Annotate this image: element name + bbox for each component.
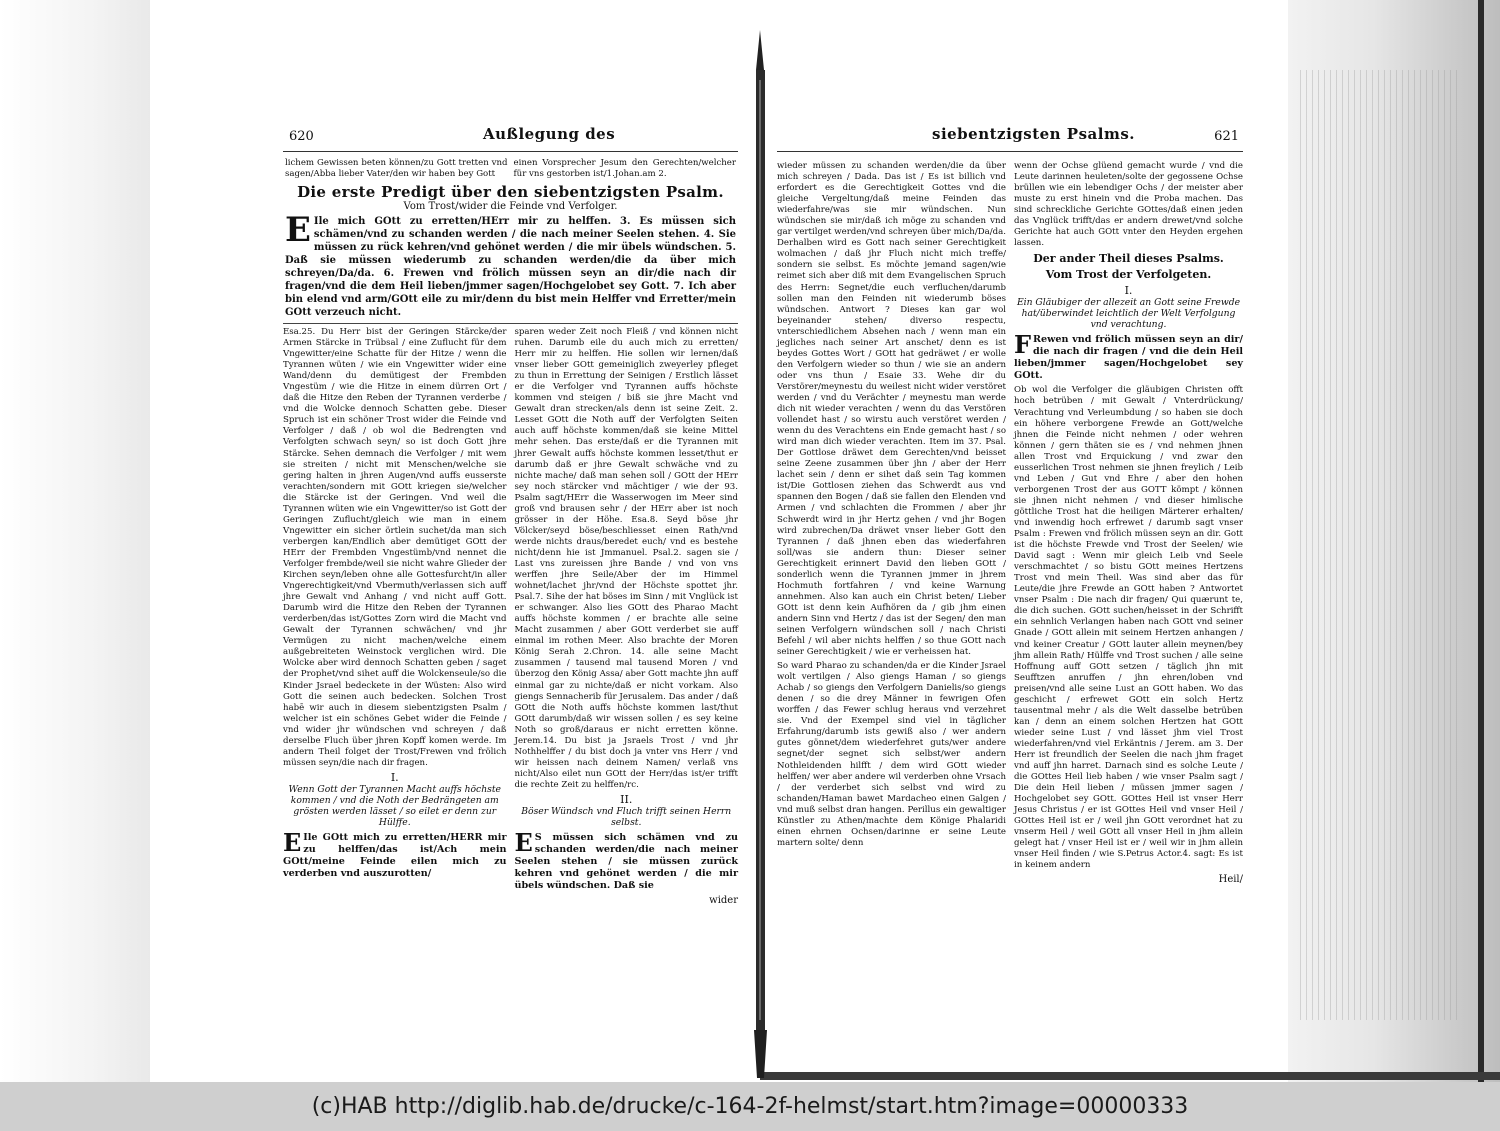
right-running-title: siebentzigsten Psalms. [932, 125, 1135, 143]
part-title: Der ander Theil dieses Psalms. [1033, 252, 1224, 266]
gutter-base [754, 1030, 767, 1078]
gutter-tip [756, 30, 764, 70]
right-col2-initial: F [1014, 330, 1032, 360]
left-col2-initial: E [514, 828, 533, 858]
left-col2-after-block [514, 828, 739, 892]
left-intro [285, 158, 736, 180]
credit-text: (c)HAB http://diglib.hab.de/drucke/c-164-2f-helmst/start.htm?image=00000333 [311, 1094, 1189, 1119]
right-page-number: 621 [1214, 129, 1239, 144]
left-catchword: wider [709, 895, 738, 907]
left-col2-body: sparen weder Zeit noch Fleiß / vnd können nicht ruhen. Darumb eile du auch mich zu erretten/ Herr mir zu helffen. Hie sollen wir lernen/daß vnser lieber GOtt gemeiniglich zweyerley pfleget zu thun in Errettung der Seinigen / Erstlich lässet er die Verfolger vnd Tyrannen auffs höchste kommen vnd steigen / biß sie jhre Macht vnd Gewalt dran strecken/als denn ist seine Zeit. 2. Lesset GOtt die Noth auff der Verfolgten Seiten auch auff höchste kommen/daß sie keine Mittel mehr sehen. Das erste/daß er die Tyrannen mit jhrer Gewalt auffs höchste kommen lesset/thut er darumb daß er jhre Gewalt schwäche vnd zu nichte mache/ daß man sehen soll / GOtt der HErr sey noch stärcker vnd mächtiger / wie der 93. Psalm sagt/HErr die Wasserwogen im Meer sind groß vnd brausen sehr / der HErr aber ist noch grösser in der Höhe. Esa.8. Seyd böse jhr Völcker/seyd böse/beschliesset einen Rath/vnd werde nichts draus/beredet euch/ vnd es bestehe nicht/denn hie ist Jmmanuel. Psal.2. sagen sie / Last vns zureissen jhre Bande / vnd von vns werffen jhre Seile/Aber der im Himmel wohnet/lachet jhr/vnd der Höchste spottet jhr. Psal.7. Sihe der hat böses im Sinn / mit Vnglück ist er schwanger. Also lies GOtt des Pharao Macht auffs höchste kommen / er brachte alle seine Macht zusammen / aber GOtt verderbet sie auff einmal im rothen Meer. Also brachte der Moren König Serah 2.Chron. 14. alle seine Macht zusammen / tausend mal tausend Moren / vnd überzog den König Assa/ aber Gott machte jhn auff einmal gar zu nichte/daß er nicht vorkam. Also giengs Sennacherib für Jerusalem. Das ander / daß GOtt die Noth auffs höchste kommen last/thut GOtt darumb/daß wir wissen sollen / es sey keine Noth so groß/daraus er nicht erretten könne. Jerem.14. Du bist ja Jsraels Trost / vnd jhr Nothhelffer / du bist doch ja vnter vns Herr / vnd wir heissen nach deinem Namen/ verlaß vns nicht/Also eilet nun GOtt der Herr/das ist/er trifft die rechte Zeit zu helffen/rc. [514, 327, 738, 790]
right-catchword: Heil/ [1218, 874, 1243, 886]
right-book-edge [1478, 0, 1484, 1082]
left-running-title: Außlegung des [483, 125, 616, 143]
right-columns [777, 158, 1243, 886]
psalm-initial: E [285, 210, 311, 250]
left-column-1 [283, 327, 507, 906]
right-col2-body: wenn der Ochse glüend gemacht wurde / vnd die Leute darinnen heuleten/solte der gegossene Ochse brüllen wie ein lebendiger Ochs / der meister aber muste zu erst hinein vnd die Proba machen. Das sind schreckliche Gerichte GOttes/daß einen jeden das Vnglück trifft/das er andern drewet/vnd solche Gerichte hat auch GOtt vnter den Heyden ergehen lassen. [1014, 161, 1243, 249]
left-col1-after-block [283, 827, 507, 880]
psalm-text-block [285, 210, 736, 319]
left-page [283, 125, 738, 935]
right-page [777, 125, 1243, 945]
psalm-text: Ile mich GOtt zu erretten/HErr mir zu helffen. 3. Es müssen sich schämen/vnd zu schanden werden / die nach meiner Seelen stehen. 4. Sie müssen zu rück kehren/vnd gehönet werden / die mir übels wündschen. 5. Daß sie müssen wiederumb zu schanden werden/die da über mich schreyen/Da/da. 6. Frewen vnd frölich müssen seyn an dir/die nach dir fragen/vnd die dem Heil lieben/jmmer sagen/Hochgelobet sey Gott. 7. Ich aber bin elend vnd arm/GOtt eile zu mir/denn du bist mein Helffer vnd Erretter/mein GOtt verzeuch nicht. [285, 216, 736, 318]
part-number: I. [1124, 284, 1133, 298]
credit-footer [0, 1082, 1500, 1131]
left-page-header [283, 125, 738, 152]
gutter-highlight [759, 80, 761, 1020]
sermon-subtitle: Vom Trost/wider die Feinde vnd Verfolger. [403, 201, 618, 212]
left-col1-initial: E [283, 827, 302, 857]
right-col2-bold: Rewen vnd frölich müssen seyn an dir/ die nach dir fragen / vnd die dein Heil lieben/jmmer sagen/Hochgelobet sey GOtt. [1014, 334, 1243, 382]
left-col2-after: S müssen sich schämen vnd zu schanden werden/die nach meiner Seelen stehen / sie müssen zurück kehren vnd gehönet werden / die mir übels wündschen. Daß sie [514, 832, 738, 892]
part-subtitle: Vom Trost der Verfolgeten. [1045, 268, 1212, 282]
left-margin-shading [0, 0, 150, 1082]
left-columns [283, 323, 738, 906]
left-col2-section-heading: Böser Wündsch vnd Fluch trifft seinen Herrn selbst. [521, 806, 732, 829]
right-column-2 [1014, 161, 1243, 886]
left-col1-section-number: I. [390, 770, 399, 784]
bottom-book-edge [760, 1072, 1500, 1080]
right-column-1 [777, 161, 1006, 886]
right-col2-bold-block [1014, 330, 1243, 382]
left-col1-section-heading: Wenn Gott der Tyrannen Macht auffs höchste kommen / vnd die Noth der Bedrängeten am grösten werden lässet / so eilet er denn zur Hülffe. [288, 783, 501, 828]
left-col1-after: Ile GOtt mich zu erretten/HERR mir zu helffen/das ist/Ach mein GOtt/meine Feinde eilen mich zu verderben vnd auszurotten/ [283, 831, 507, 879]
right-col1-body-b: So ward Pharao zu schanden/da er die Kinder Jsrael wolt vertilgen / Also giengs Haman / so giengs Achab / so giengs den Verfolgern Danielis/so giengs denen / so die drey Männer in fewrigen Ofen worffen / das Fewer schlug heraus vnd verzehret sie. Vnd der Exempel sind viel in täglicher Erfahrung/darumb ists gewiß also / wer andern gutes gönnet/dem wiederfehret guts/wer andere segnet/der segnet sich selbst/wer andern Nothleidenden hilfft / dem wird GOtt wieder helffen/ wer aber andere wil verderben ohne Vrsach / der verderbet sich selbst vnd wird zu schanden/Haman bawet Mardacheo einen Galgen / vnd muß selbst dran hangen. Perillus ein gewaltiger Künstler zu Athen/machte dem Könige Phalaridi einen ehrnen Ochsen/darinne er seine Leute martern solte/ denn [777, 661, 1006, 848]
left-col2-section-number: II. [620, 792, 633, 806]
left-col1-body: Esa.25. Du Herr bist der Geringen Stärcke/der Armen Stärcke in Trübsal / eine Zuflucht für dem Vngewitter/eine Schatte für der Hitze / wenn die Tyrannen wüten / wie ein Vngewitter wider eine Wand/denn du demütigest der Frembden Vngestüm / wie die Hitze in einem dürren Ort / daß die Hitze den Reben der Tyrannen verderbe / vnd die Wolcke dennoch Schatten gebe. Dieser Spruch ist ein schöner Trost wider die Feinde vnd Verfolger / daß / ob wol die Bedrengten vnd Verfolgten schwach seyn/ so ist doch Gott jhre Stärcke. Sehen demnach die Verfolger / mit wem sie streiten / nicht mit Menschen/welche sie gering halten in jhren Augen/vnd auffs eusserste verachten/sondern mit GOtt kriegen sie/welcher die Stärcke ist der Geringen. Vnd weil die Tyrannen wüten wie ein Vngewitter/so ist Gott der Geringen Zuflucht/gleich wie man in einem Vngewitter ein sicher örtlein suchet/da man sich verbergen kan/Endlich aber demütiget GOtt der HErr der Frembden Vngestümb/vnd nennet die Verfolger frembde/weil sie nicht wahre Glieder der Kirchen seyn/leben ohne alle Gottesfurcht/in aller Vngerechtigkeit/vnd Vbermuth/verlassen sich auff jhre Gewalt vnd Anhang / vnd nicht auff Gott. Darumb wird die Hitze den Reben der Tyrannen verderben/das ist/Gottes Zorn wird die Macht vnd Gewalt der Tyrannen schwächen/ vnd jhr Vermügen zu nicht machen/welche einem außgebreiteten Weinstock verglichen wird. Die Wolcke aber wird dennoch Schatten geben / saget der Prophet/vnd sihet auff die Wolckenseule/so die Kinder Jsrael bedeckete in der Wüsten: Also wird Gott die seinen auch bedecken. Solchen Trost habē wir auch in diesem siebentzigsten Psalm / welcher ist ein schönes Gebet wider die Feinde / vnd wider jhr wündschen vnd schreyen / daß derselbe Fluch über jhren Kopff komen werde. Im andern Theil folget der Trost/Frewen vnd frölich müssen seyn/die nach dir fragen. [283, 327, 507, 768]
part-heading: Ein Gläubiger der allezeit an Gott seine Frewde hat/überwindet leichtlich der Welt Verfolgung vnd verachtung. [1016, 297, 1241, 331]
left-column-2 [515, 327, 739, 906]
left-intro-text: lichem Gewissen beten können/zu Gott tretten vnd sagen/Abba lieber Vater/den wir haben bey Gott [285, 158, 508, 179]
sermon-title: Die erste Predigt über den siebentzigsten Psalm. [297, 183, 724, 201]
left-intro-right: einen Vorsprecher Jesum den Gerechten/welcher für vns gestorben ist/1.Johan.am 2. [513, 158, 736, 179]
right-col1-body: wieder müssen zu schanden werden/die da über mich schreyen / Dada. Das ist / Es ist billich vnd erfordert es die Gerechtigkeit Gottes vnd die gleiche Vergeltung/daß meine Feinden das wiederfahre/was sie mir wündschen. Nun wündschen sie mir/daß ich möge zu schanden vnd gar vertilget werden/vnd schreyen über mich/Da/da. Derhalben wird es Gott nach seiner Gerechtigkeit wolmachen / daß jhr Fluch nicht mich treffe/ sondern sie selbst. Es möchte jemand sagen/wie reimet sich aber diß mit dem Evangelischen Spruch des Herrn: Segnet/die euch verfluchen/darumb sollen man den Feinden nit wiederumb böses wündschen. Antwort ? Dieses kan gar wol beyeinander stehen/ diverso respectu, vnterschiedlichem Absehen nach / wenn man ein jegliches nach seiner Art anschet/ denn es ist beydes Gottes Wort / GOtt hat gedräwet / er wolle den Verfolgern wieder so thun / wie sie an andern oder vns thun / Esaie 33. Wehe dir du Verstörer/meynestu du weilest nicht wider verstöret werden / vnd du Verächter / meynestu man werde dich nit wieder verachten / wenn du das Verstören vollendet hast / so wirstu auch verstöret werden / wenn du des Verachtens ein Ende gemacht hast / so wird man dich wieder verachten. Item im 37. Psal. Der Gottlose dräwet dem Gerechten/vnd beisset seine Zeene zusammen über jhn / aber der Herr lachet sein / denn er sihet daß sein Tag kommen ist/Die Gottlosen ziehen das Schwerdt aus vnd spannen den Bogen / daß sie fallen den Elenden vnd Armen / vnd schlachten die Frommen / aber jhr Schwerdt wird in jhr Hertz gehen / vnd jhr Bogen wird zubrechen/Da dräwet vnser lieber Gott den Tyrannen / daß jhnen eben das wiederfahren soll/was sie andern thun: Dieser seiner Gerechtigkeit erinnert David den lieben GOtt / sonderlich wenn die Tyrannen jmmer in jhrem Hochmuth fortfahren / vnd keine Warnung annehmen. Also kan auch ein Christ beten/ Lieber GOtt ist denn kein Aufhören da / gib jhm einen andern Sinn vnd Hertz / das ist der Segen/ den man seinen Verfolgern wündschen soll / nach Christi Befehl / wil aber nichts helffen / so thue GOtt nach seiner Gerechtigkeit / wie er verheissen hat. [777, 161, 1006, 658]
right-col2-body-b: Ob wol die Verfolger die gläubigen Christen offt hoch betrüben / mit Gewalt / Vnterdrückung/ Verachtung vnd Verleumbdung / so haben sie doch ein höhere verborgene Frewde an Gott/welche jhnen die Feinde nicht nehmen / oder wehren können / gern thäten sie es / vnd nehmen jhnen allen Trost vnd Erquickung / vnd zwar den eusserlichen Trost nehmen sie jhnen freylich / Leib vnd Leben / Gut vnd Ehre / aber den hohen verborgenen Trost der aus GOTT kömpt / können sie jhnen nicht nehmen / vnd dieser himlische göttliche Trost hat die heiligen Märterer erhalten/ vnd inwendig hoch erfrewet / darumb sagt vnser Psalm : Frewen vnd frölich müssen seyn an dir. Gott ist die höchste Frewde vnd Trost der Seelen/ wie David sagt : Wenn mir gleich Leib vnd Seele verschmachtet / so bistu GOtt meines Hertzens Trost vnd mein Theil. Was sind aber das für Leute/die jhre Frewde an GOtt haben ? Antwortet vnser Psalm : Die nach dir fragen/ Qui quærunt te, die dich suchen. GOtt suchen/heisset in der Schrifft ein sehnlich Verlangen haben nach GOtt vnd seiner Gnade / GOtt allein mit seinem Hertzen anhangen / vnd keiner Creatur / GOtt lauter allein meynen/bey jhm allein Rath/ Hülffe vnd Trost suchen / alle seine Hoffnung auff GOtt setzen / täglich jhn mit Seufftzen anruffen / jhn ehren/loben vnd preisen/vnd alle seine Lust an GOtt haben. Wo das geschicht / erfrewet GOtt ein solch Hertz tausentmal mehr / als die Welt dasselbe betrüben kan / denn an einem solchen Hertzen hat GOtt wieder seine Lust / vnd lässet jhm viel Trost wiederfahren/vnd viel Erkäntnis / Jerem. am 3. Der Herr ist freundlich der Seelen die nach jhm fraget vnd auff jhn harret. Darnach sind es solche Leute / die GOttes Heil lieb haben / wie vnser Psalm sagt / Die dein Heil lieben / müssen jmmer sagen / Hochgelobet sey GOtt. GOttes Heil ist vnser Herr Jesus Christus / er ist GOttes Heil vnd vnser Heil / GOttes Heil ist er / weil jhn GOtt verordnet hat zu vnserm Heil / weil GOtt all vnser Heil in jhm allein gelegt hat / vnser Heil ist er / weil wir in jhm allein vnser Heil finden / wie S.Petrus Actor.4. sagt: Es ist in keinem andern [1014, 385, 1243, 871]
book-gutter [740, 0, 780, 1082]
fore-edge [1300, 70, 1460, 1020]
right-page-header [777, 125, 1243, 152]
left-page-number: 620 [289, 129, 314, 144]
